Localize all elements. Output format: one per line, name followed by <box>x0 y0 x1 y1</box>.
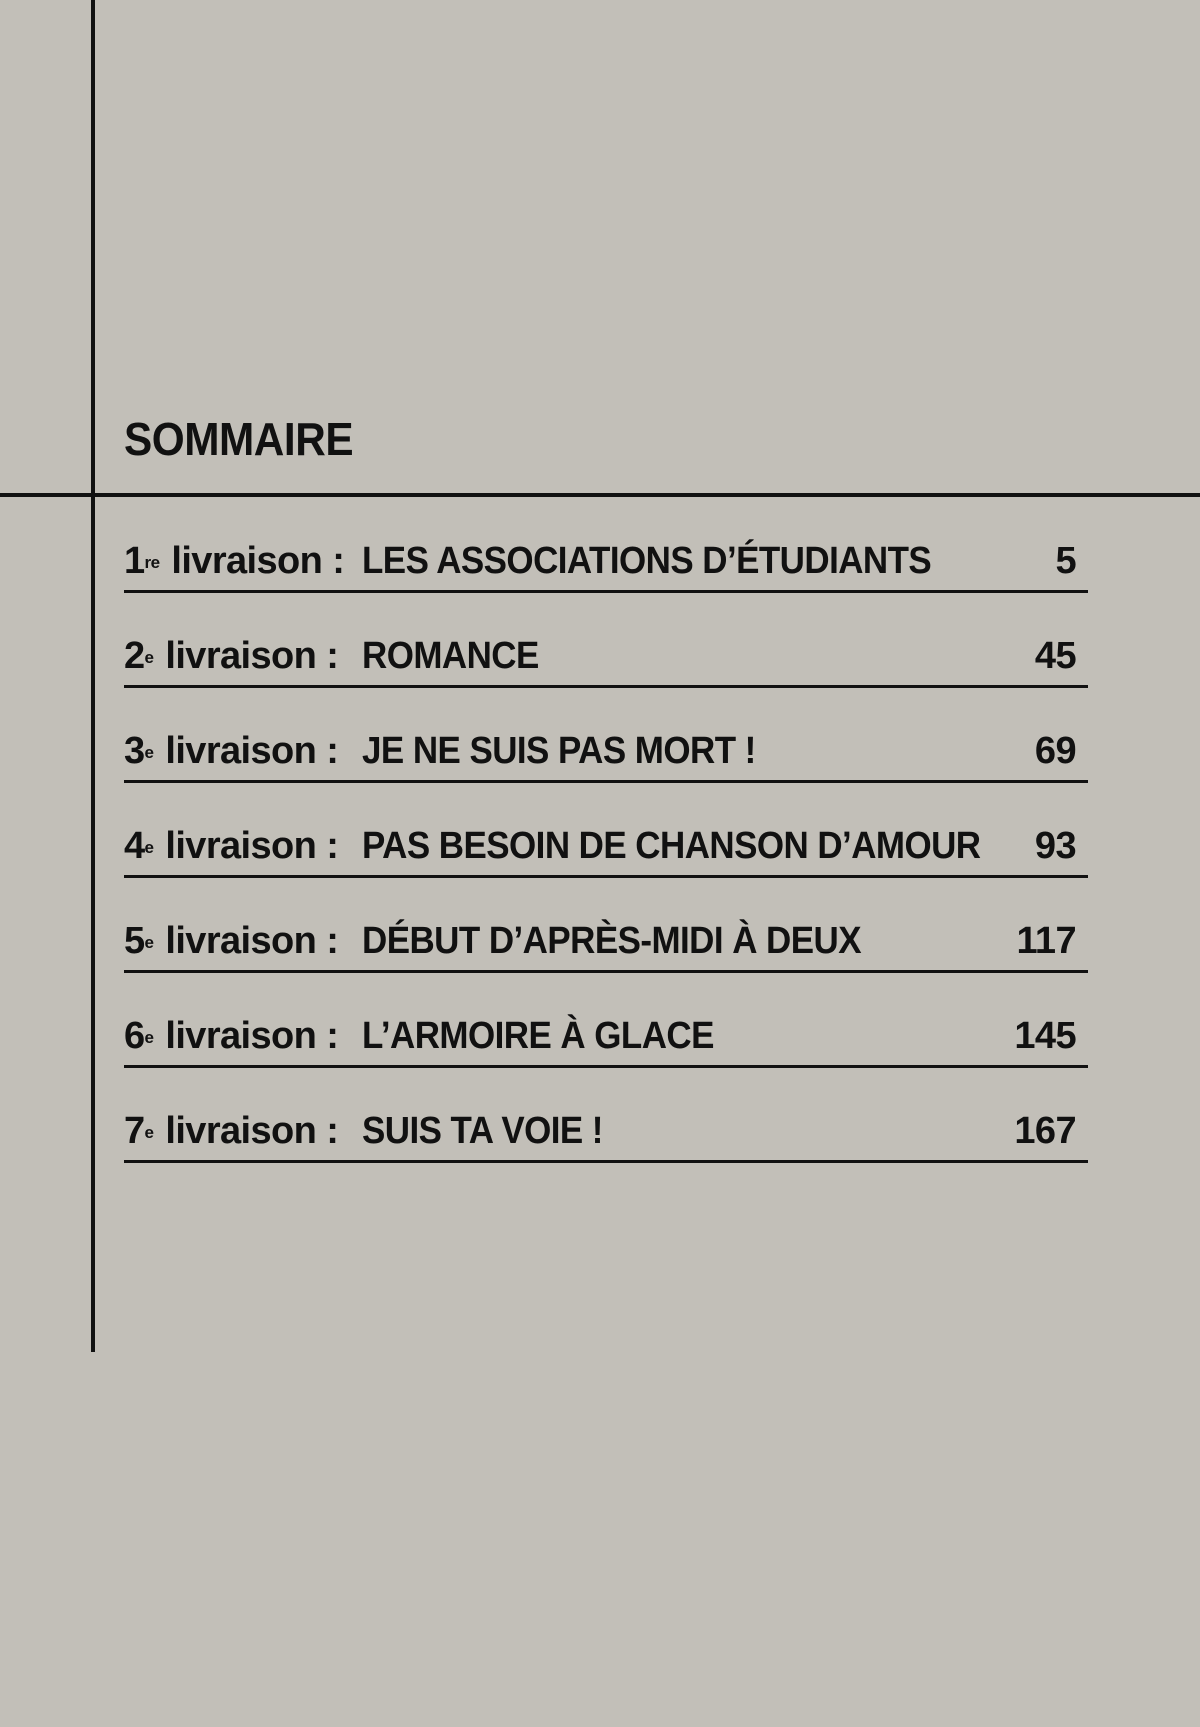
page-number: 5 <box>1055 540 1076 582</box>
chapter-title: JE NE SUIS PAS MORT ! <box>362 730 756 772</box>
vertical-rule <box>91 0 95 1352</box>
page-number: 117 <box>1016 920 1076 962</box>
page-title: SOMMAIRE <box>124 413 354 465</box>
chapter-word: livraison : <box>165 825 339 867</box>
chapter-title: PAS BESOIN DE CHANSON D’AMOUR <box>362 825 981 867</box>
chapter-number: 4 <box>124 825 145 867</box>
page-number: 69 <box>1034 730 1076 772</box>
chapter-word: livraison : <box>165 1015 339 1057</box>
page-number: 45 <box>1034 635 1076 677</box>
chapter-number: 3 <box>124 730 145 772</box>
chapter-word: livraison : <box>165 920 339 962</box>
chapter-word: livraison : <box>171 540 345 582</box>
toc-entry-label <box>124 918 338 964</box>
toc-entry-5[interactable] <box>124 908 1088 1003</box>
toc-entry-1[interactable] <box>124 528 1088 623</box>
toc-entry-7[interactable] <box>124 1098 1088 1193</box>
chapter-title: ROMANCE <box>362 635 539 677</box>
chapter-number: 5 <box>124 920 145 962</box>
chapter-number: 1 <box>124 540 145 582</box>
page-number: 145 <box>1014 1015 1076 1057</box>
chapter-title: LES ASSOCIATIONS D’ÉTUDIANTS <box>362 540 932 582</box>
toc-entry-4[interactable] <box>124 813 1088 908</box>
page-number: 167 <box>1014 1110 1076 1152</box>
chapter-word: livraison : <box>165 635 339 677</box>
table-of-contents <box>124 528 1088 1193</box>
page-number: 93 <box>1034 825 1076 867</box>
toc-entry-6[interactable] <box>124 1003 1088 1098</box>
toc-entry-label <box>124 1108 338 1154</box>
chapter-word: livraison : <box>165 1110 339 1152</box>
chapter-number: 6 <box>124 1015 145 1057</box>
ordinal-suffix: e <box>144 1028 154 1047</box>
chapter-word: livraison : <box>165 730 339 772</box>
toc-entry-label <box>124 823 338 869</box>
horizontal-rule <box>0 493 1200 497</box>
ordinal-suffix: e <box>144 743 154 762</box>
chapter-title: SUIS TA VOIE ! <box>362 1110 603 1152</box>
chapter-title: L’ARMOIRE À GLACE <box>362 1015 714 1057</box>
toc-entry-label <box>124 538 344 584</box>
toc-entry-label <box>124 1013 338 1059</box>
toc-entry-label <box>124 728 338 774</box>
ordinal-suffix: re <box>144 553 160 572</box>
ordinal-suffix: e <box>144 1123 154 1142</box>
toc-entry-3[interactable] <box>124 718 1088 813</box>
ordinal-suffix: e <box>144 648 154 667</box>
toc-entry-2[interactable] <box>124 623 1088 718</box>
ordinal-suffix: e <box>144 838 154 857</box>
chapter-number: 2 <box>124 635 145 677</box>
toc-entry-label <box>124 633 338 679</box>
chapter-number: 7 <box>124 1110 145 1152</box>
ordinal-suffix: e <box>144 933 154 952</box>
chapter-title: DÉBUT D’APRÈS-MIDI À DEUX <box>362 920 861 962</box>
